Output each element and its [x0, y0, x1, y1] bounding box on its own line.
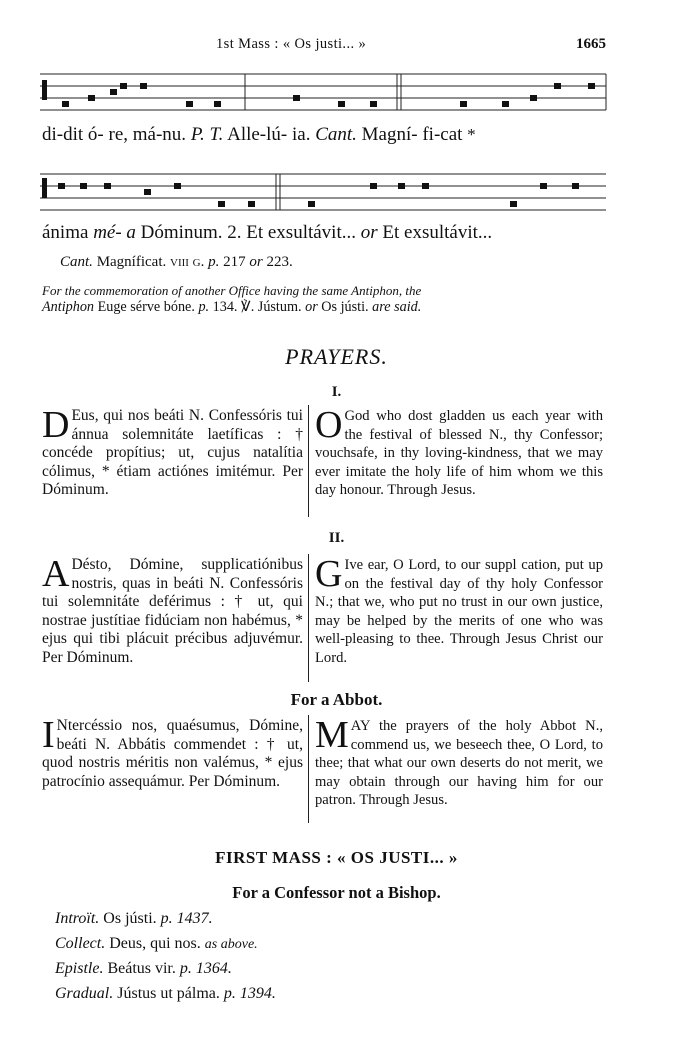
commemoration-note	[42, 283, 607, 315]
ref-page: 217	[223, 254, 246, 270]
ref-p: p.	[208, 254, 220, 270]
first-mass-heading: FIRST MASS : « OS JUSTI... »	[215, 848, 458, 867]
prayers-heading: PRAYERS.	[285, 344, 388, 369]
column-divider-1	[308, 405, 309, 517]
drop-initial: G	[315, 553, 343, 595]
proper-text: Os jústi.	[103, 910, 157, 927]
prayer-2-english	[315, 553, 603, 668]
prayer-2-latin-text: Désto, Dómine, supplicatiónibus nostris, quas in beáti N. Confessóris tui solemnitáte deférimus : † ut, qui nostrae justítiae fidúciam non habémus, * ejus qui tibi plácuit précibus adjuvémur. Per Dóminum.	[42, 556, 303, 666]
lyric-num: 2.	[227, 222, 242, 243]
lyric-didit: di-dit	[42, 124, 84, 145]
comm-intro: For the commemoration of another Office having the same Antiphon, the	[42, 283, 422, 298]
lyric-re: re,	[108, 124, 129, 145]
abbot-english-text: AY the prayers of the holy Abbot N., commend us, we beseech thee, O Lord, to thee; that what our own deserts do not merit, we may obtain through our having him for our patron. Through Jesus.	[315, 718, 603, 809]
proper-label: Collect.	[55, 935, 106, 952]
comm-versicle: ℣. Jústum.	[241, 299, 302, 315]
chant-staff-2	[40, 168, 608, 218]
ref-tone: viii g.	[170, 254, 205, 270]
prayer-2-latin	[42, 553, 303, 668]
prayer-1-english	[315, 404, 603, 500]
column-divider-3	[308, 715, 309, 823]
proper-ref: p. 1364.	[179, 960, 232, 977]
proper-epistle	[55, 960, 232, 978]
ref-cant: Cant.	[60, 254, 93, 270]
prayer-1-latin-text: Eus, qui nos beáti N. Confessóris tui ánnua solemnitáte laetíficas : † concéde propítius; ut, cujus natalítia cólimus, * étiam actiónes imitémur. Per Dóminum.	[42, 407, 303, 499]
lyric-alleluia: Alle-lú- ia.	[227, 124, 311, 145]
proper-ref: p. 1394.	[223, 985, 276, 1002]
ref-page2: 223.	[266, 254, 293, 270]
chant-staff-1	[40, 68, 608, 118]
proper-text: Deus, qui nos.	[109, 935, 201, 952]
lyric-anima: ánima	[42, 222, 89, 243]
ref-magnificat: Magníficat.	[96, 254, 167, 270]
prayer-1-english-text: God who dost gladden us each year with the festival of blessed N., thy Confessor; vouchsafe, in thy loving-kindness, that we may ever imitate the holy life of him whom we this day honour. Through Jesus.	[315, 408, 603, 499]
abbot-english	[315, 714, 603, 810]
comm-alt: Os jústi.	[321, 299, 369, 315]
proper-ref: p. 1437.	[160, 910, 213, 927]
lyric-asterisk: *	[467, 125, 476, 144]
comm-page: 134.	[212, 299, 238, 315]
proper-introit	[55, 910, 213, 928]
lyric-pt: P. T.	[190, 124, 224, 145]
chant-lyric-1	[42, 124, 476, 146]
proper-gradual	[55, 985, 276, 1003]
comm-p: p.	[198, 299, 210, 315]
column-divider-2	[308, 554, 309, 682]
lyric-exsultavit: Et exsultávit...	[246, 222, 356, 243]
drop-initial: M	[315, 714, 349, 756]
first-mass-subheading: For a Confessor not a Bishop.	[232, 883, 441, 902]
prayer-numeral-2: II.	[328, 530, 345, 546]
running-title: 1st Mass : « Os justi... »	[216, 36, 367, 52]
prayer-2-english-text: Ive ear, O Lord, to our suppl cation, put up on the festival day of thy holy Confessor N.; that we, who put no trust in our own justice, may be helped by the merits of one who was well-pleasing to thee. Through Jesus Christ our Lord.	[315, 557, 603, 666]
lyric-cant-label: Cant.	[315, 124, 357, 145]
lyric-dominum: Dóminum.	[140, 222, 223, 243]
abbot-latin-text: Ntercéssio nos, quaésumus, Dómine, beáti N. Abbátis commendet : † ut, quod nostris méritis non valémus, * ejus patrocínio assequámur. Per Dóminum.	[42, 717, 303, 790]
chant-lyric-2	[42, 222, 492, 244]
abbot-heading: For a Abbot.	[290, 690, 383, 709]
lyric-ore: ó-	[87, 124, 104, 145]
lyric-me-a: mé- a	[93, 222, 136, 243]
proper-text: Beátus vir.	[107, 960, 176, 977]
proper-label: Gradual.	[55, 985, 114, 1002]
proper-ref: as above.	[204, 937, 258, 952]
prayer-numeral-1: I.	[331, 384, 342, 400]
comm-antiphon-label: Antiphon	[42, 299, 95, 315]
magnificat-reference	[60, 254, 293, 271]
lyric-manu: má-nu.	[132, 124, 187, 145]
comm-said: are said.	[372, 299, 422, 315]
proper-label: Introït.	[55, 910, 100, 927]
drop-initial: I	[42, 714, 55, 756]
lyric-magnificat: Magní- fi-cat	[361, 124, 463, 145]
abbot-latin	[42, 714, 303, 791]
proper-collect	[55, 935, 258, 953]
drop-initial: A	[42, 553, 70, 595]
drop-initial: O	[315, 404, 343, 446]
prayer-1-latin	[42, 404, 303, 500]
running-head	[0, 36, 673, 56]
comm-or: or	[305, 299, 318, 315]
drop-initial: D	[42, 404, 70, 446]
proper-label: Epistle.	[55, 960, 104, 977]
lyric-exsultavit-2: Et exsultávit...	[382, 222, 493, 243]
ref-or: or	[249, 254, 263, 270]
comm-text: Euge sérve bóne.	[97, 299, 195, 315]
proper-text: Jústus ut pálma.	[117, 985, 220, 1002]
lyric-or: or	[360, 222, 378, 243]
page-number: 1665	[576, 36, 606, 52]
